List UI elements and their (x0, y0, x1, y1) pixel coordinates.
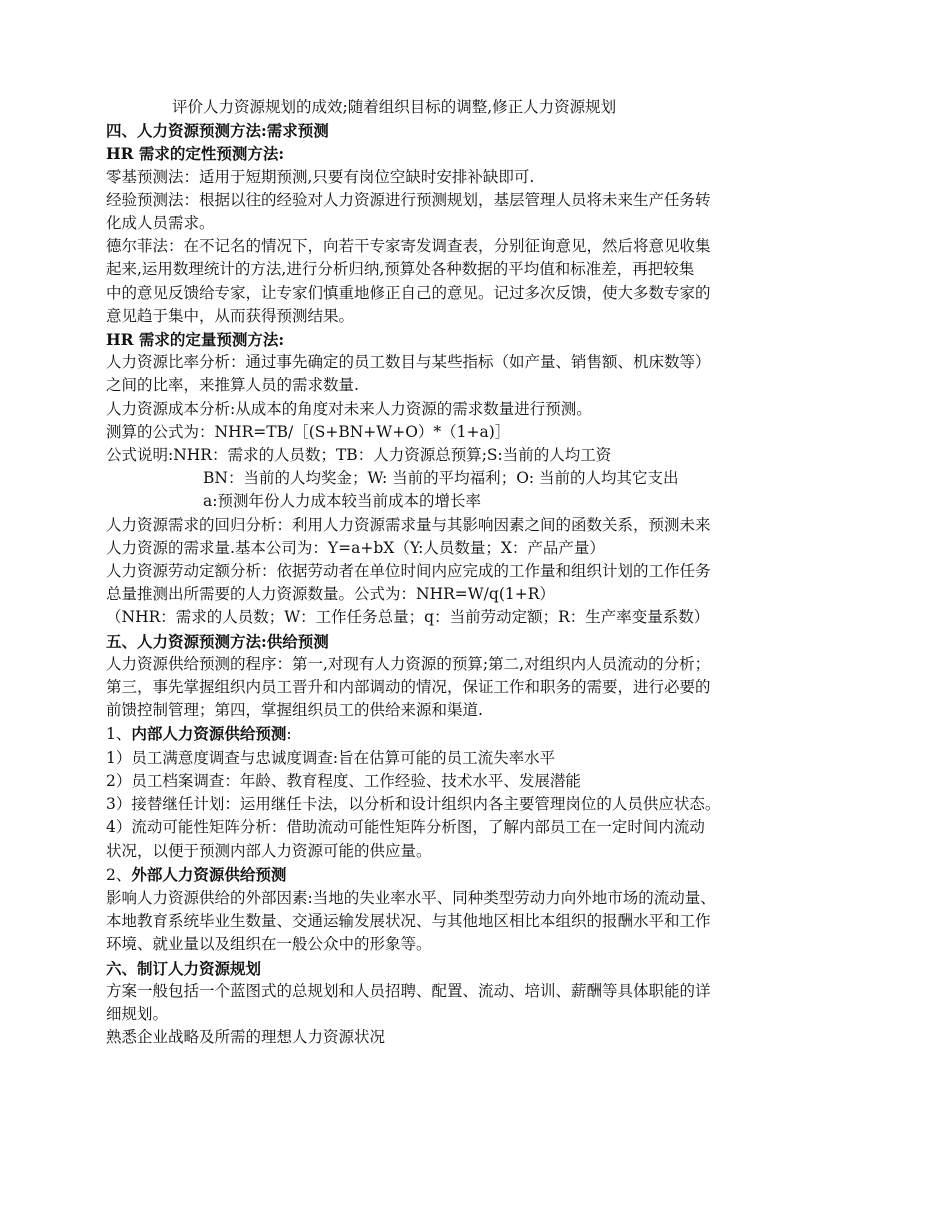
text-line: 经验预测法：根据以往的经验对人力资源进行预测规划，基层管理人员将未来生产任务转 (106, 190, 711, 209)
text-line: 人力资源供给预测的程序：第一,对现有人力资源的预算;第二,对组织内人员流动的分析； (106, 654, 711, 673)
text-line: 环境、就业量以及组织在一般公众中的形象等。 (106, 935, 432, 954)
text-line: 人力资源劳动定额分析：依据劳动者在单位时间内应完成的工作量和组织计划的工作任务 (106, 562, 711, 581)
subsection-title: 外部人力资源供给预测 (131, 864, 287, 884)
subheading-qualitative: HR 需求的定性预测方法: (106, 144, 285, 164)
text-line: 第三，事先掌握组织内员工晋升和内部调动的情况，保证工作和职务的需要，进行必要的 (106, 678, 711, 697)
text-line: 方案一般包括一个蓝图式的总规划和人员招聘、配置、流动、培训、薪酬等具体职能的详 (106, 981, 711, 1000)
subsection-number: 1、 (106, 725, 132, 744)
text-line: （NHR：需求的人员数；W：工作任务总量；q：当前劳动定额；R：生产率变量系数） (106, 608, 710, 627)
document-page (106, 96, 836, 1049)
text-line: a:预测年份人力成本较当前成本的增长率 (203, 492, 481, 511)
text-line: 公式说明:NHR：需求的人员数；TB：人力资源总预算;S:当前的人均工资 (106, 446, 612, 465)
text-line: 人力资源成本分析:从成本的角度对未来人力资源的需求数量进行预测。 (106, 399, 592, 418)
text-line: 起来,运用数理统计的方法,进行分析归纳,预算处各种数据的平均值和标准差，再把较集 (106, 260, 695, 279)
text-line: 人力资源需求的回归分析：利用人力资源需求量与其影响因素之间的函数关系，预测未来 (106, 515, 711, 534)
text-line: 总量推测出所需要的人力资源数量。公式为：NHR=W/q(1+R） (106, 585, 555, 604)
subsection-number: 2、 (106, 865, 132, 884)
text-line: 之间的比率，来推算人员的需求数量. (106, 376, 359, 395)
text-line: 评价人力资源规划的成效;随着组织目标的调整,修正人力资源规划 (172, 98, 617, 116)
text-line: 前馈控制管理；第四，掌握组织员工的供给来源和渠道. (106, 701, 483, 720)
text-line: 影响人力资源供给的外部因素:当地的失业率水平、同种类型劳动力向外地市场的流动量、 (106, 888, 716, 907)
list-item: 1）员工满意度调查与忠诚度调查:旨在估算可能的员工流失率水平 (106, 748, 556, 767)
text-line: 零基预测法：适用于短期预测,只要有岗位空缺时安排补缺即可. (106, 167, 535, 186)
section-heading-4: 四、人力资源预测方法:需求预测 (106, 121, 329, 141)
subsection-2 (106, 863, 836, 887)
text-line: 人力资源比率分析：通过事先确定的员工数目与某些指标（如产量、销售额、机床数等） (106, 353, 711, 372)
subsection-1 (106, 722, 836, 746)
text-line: 化成人员需求。 (106, 214, 215, 233)
subheading-quantitative: HR 需求的定量预测方法: (106, 330, 285, 350)
subsection-title: 内部人力资源供给预测 (131, 724, 287, 744)
text-line: 细规划。 (106, 1004, 169, 1023)
text-line: 德尔菲法：在不记名的情况下，向若干专家寄发调查表，分别征询意见，然后将意见收集 (106, 237, 711, 256)
formula-line: 测算的公式为：NHR=TB/［(S+BN+W+O）*（1+a)］ (106, 422, 511, 441)
text-line: 状况，以便于预测内部人力资源可能的供应量。 (106, 841, 432, 860)
subsection-punct: : (286, 725, 292, 744)
text-line: 中的意见反馈给专家，让专家们慎重地修正自己的意见。记过多次反馈，使大多数专家的 (106, 283, 711, 302)
section-heading-5: 五、人力资源预测方法:供给预测 (106, 631, 329, 651)
list-item: 3）接替继任计划：运用继任卡法，以分析和设计组织内各主要管理岗位的人员供应状态。 (106, 795, 721, 814)
list-item: 4）流动可能性矩阵分析：借助流动可能性矩阵分析图，了解内部员工在一定时间内流动 (106, 818, 705, 837)
list-item: 2）员工档案调查：年龄、教育程度、工作经验、技术水平、发展潜能 (106, 771, 581, 790)
text-line: 熟悉企业战略及所需的理想人力资源状况 (106, 1028, 386, 1047)
text-line: 人力资源的需求量.基本公司为：Y=a+bX（Y:人员数量；X：产品产量） (106, 538, 605, 557)
text-line: BN：当前的人均奖金；W: 当前的平均福利；O: 当前的人均其它支出 (203, 469, 679, 488)
text-line: 意见趋于集中，从而获得预测结果。 (106, 306, 355, 325)
section-heading-6: 六、制订人力资源规划 (106, 958, 262, 978)
text-line: 本地教育系统毕业生数量、交通运输发展状况、与其他地区相比本组织的报酬水平和工作 (106, 912, 711, 931)
